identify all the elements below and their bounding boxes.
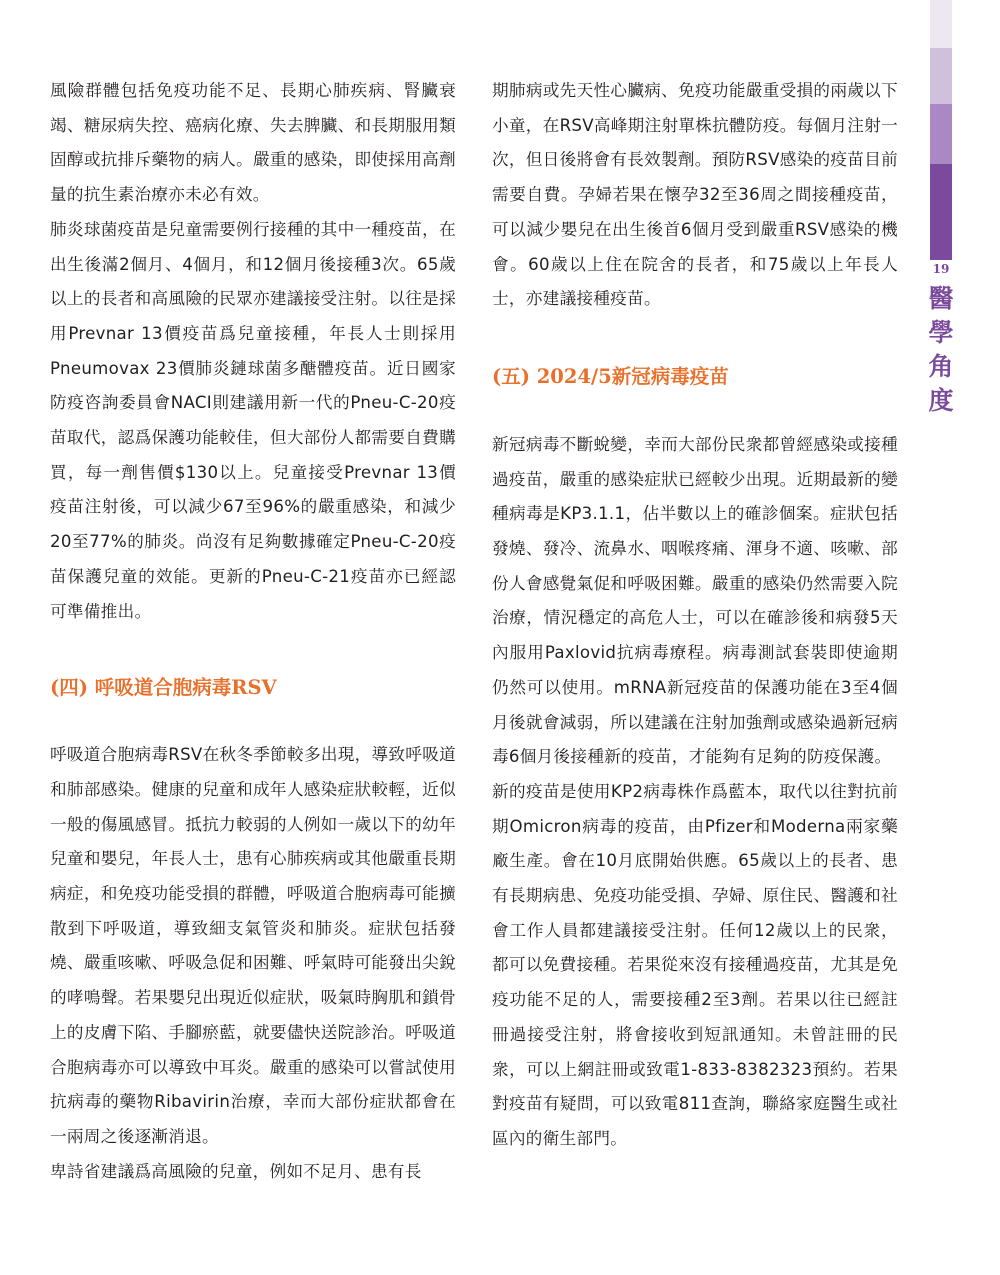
section-title-char: 醫 <box>928 284 954 313</box>
section-title-char: 度 <box>928 386 954 415</box>
side-strip-dark <box>930 164 952 260</box>
section-title-char: 角 <box>928 352 954 381</box>
pneumococcal-vaccine-paragraph: 肺炎球菌疫苗是兒童需要例行接種的其中一種疫苗，在出生後滿2個月、4個月，和12個月後接種3次。65歲以上的長者和高風險的民眾亦建議接受注射。以往是採用Prevnar 13價疫苗爲兒童接種，年長人士則採用Pneumovax 23價肺炎鏈球菌多醣體疫苗。近日國家防疫咨詢委員會NACI則建議用新一代的Pneu-C-20疫苗取代，認爲保護功能較佳，但大部份人都需要自費購買，每一劑售價$130以上。兒童接受Prevnar 13價疫苗注射後，可以減少67至96%的嚴重感染，和減少20至77%的肺炎。尚沒有足夠數據確定Pneu-C-20疫苗保護兒童的效能。更新的Pneu-C-21疫苗亦已經認可準備推出。 <box>50 219 456 621</box>
rsv-bc-recommendation-paragraph: 卑詩省建議爲高風險的兒童，例如不足月、患有長 <box>50 1161 422 1181</box>
covid-variant-paragraph: 新冠病毒不斷蛻變，幸而大部份民衆都曾經感染或接種過疫苗，嚴重的感染症狀已經較少出現。近期最新的變種病毒是KP3.1.1，佔半數以上的確診個案。症狀包括發燒、發冷、流鼻水、咽喉疼痛、渾身不適、咳嗽、部份人會感覺氣促和呼吸困難。嚴重的感染仍然需要入院治療，情況穩定的高危人士，可以在確診後和病發5天內服用Paxlovid抗病毒療程。病毒測試套裝即使逾期仍然可以使用。mRNA新冠疫苗的保護功能在3至4個月後就會減弱，所以建議在注射加強劑或感染過新冠病毒6個月後接種新的疫苗，才能夠有足夠的防疫保護。 <box>492 434 898 767</box>
side-strip-light <box>930 0 952 48</box>
side-strip-mid <box>930 104 952 164</box>
covid-new-vaccine-paragraph: 新的疫苗是使用KP2病毒株作爲藍本，取代以往對抗前期Omicron病毒的疫苗，由Pfizer和Moderna兩家藥廠生產。會在10月底開始供應。65歲以上的長者、患有長期病患、免疫功能受損、孕婦、原住民、醫護和社會工作人員都建議接受注射。任何12歲以上的民衆，都可以免費接種。若果從來沒有接種過疫苗，尤其是免疫功能不足的人，需要接種2至3劑。若果以往已經註冊過接受注射，將會接收到短訊通知。未曾註冊的民衆，可以上網註冊或致電1-833-8382323預約。若果對疫苗有疑問，可以致電811查詢，聯絡家庭醫生或社區內的衛生部門。 <box>492 781 898 1148</box>
section-title-char: 學 <box>928 318 954 347</box>
risk-groups-paragraph: 風險群體包括免疫功能不足、長期心肺疾病、腎臟衰竭、糖尿病失控、癌病化療、失去脾臟、和長期服用類固醇或抗排斥藥物的病人。嚴重的感染，即使採用高劑量的抗生素治療亦未必有效。 <box>50 81 456 205</box>
rsv-continued-paragraph: 期肺病或先天性心臟病、免疫功能嚴重受損的兩歲以下小童，在RSV高峰期注射單株抗體防疫。每個月注射一次，但日後將會有長效製劑。預防RSV感染的疫苗目前需要自費。孕婦若果在懷孕32至36周之間接種疫苗，可以減少嬰兒在出生後首6個月受到嚴重RSV感染的機會。60歲以上住在院舍的長者，和75歲以上年長人士，亦建議接種疫苗。 <box>492 81 898 309</box>
section-heading-covid: (五) 2024/5新冠病毒疫苗 <box>492 364 729 388</box>
right-column <box>492 74 898 1157</box>
side-strip-mid-light <box>930 48 952 104</box>
left-column <box>50 74 456 1189</box>
page-number: 19 <box>932 262 950 276</box>
section-heading-rsv: (四) 呼吸道合胞病毒RSV <box>50 676 277 700</box>
rsv-paragraph: 呼吸道合胞病毒RSV在秋冬季節較多出現，導致呼吸道和肺部感染。健康的兒童和成年人感染症狀較輕，近似一般的傷風感冒。抵抗力較弱的人例如一歲以下的幼年兒童和嬰兒，年長人士，患有心肺疾病或其他嚴重長期病症，和免疫功能受損的群體，呼吸道合胞病毒可能擴散到下呼吸道，導致細支氣管炎和肺炎。症狀包括發燒、嚴重咳嗽、呼吸急促和困難、呼氣時可能發出尖銳的哮鳴聲。若果嬰兒出現近似症狀，吸氣時胸肌和鎖骨上的皮膚下陷、手腳瘀藍，就要儘快送院診治。呼吸道合胞病毒亦可以導致中耳炎。嚴重的感染可以嘗試使用抗病毒的藥物Ribavirin治療，幸而大部份症狀都會在一兩周之後逐漸消退。 <box>50 745 456 1146</box>
vertical-section-title <box>927 282 955 418</box>
